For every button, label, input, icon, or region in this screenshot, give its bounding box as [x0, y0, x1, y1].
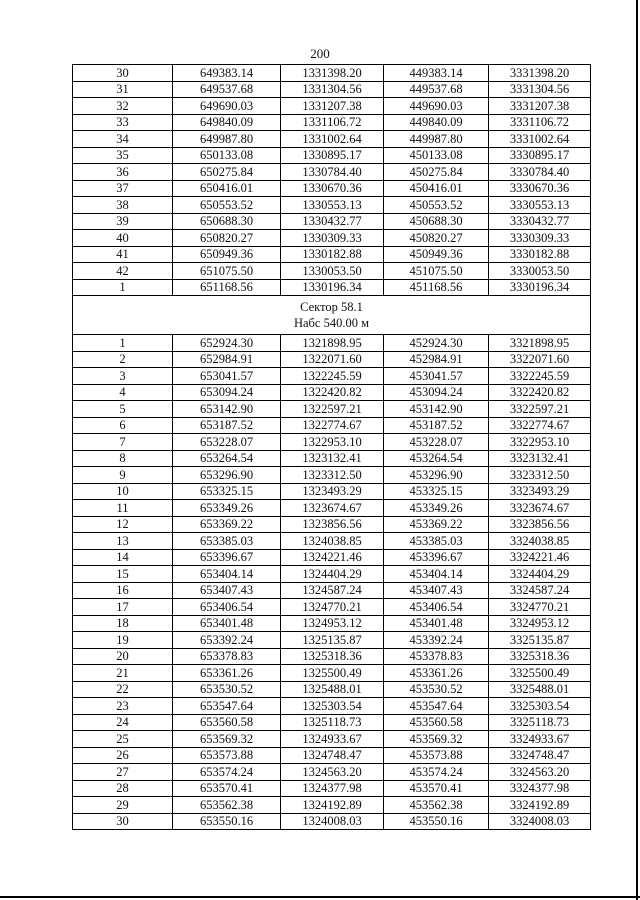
point-number-cell: 33: [73, 114, 173, 131]
coord-y1-cell: 1324748.47: [281, 747, 384, 764]
coord-y1-cell: 1322420.82: [281, 384, 384, 401]
coordinates-table: [72, 64, 591, 830]
coord-x2-cell: 449537.68: [384, 81, 489, 98]
coord-x1-cell: 650416.01: [173, 180, 281, 197]
coord-y2-cell: 3322245.59: [489, 368, 591, 385]
coord-x1-cell: 653378.83: [173, 648, 281, 665]
coord-y2-cell: 3325135.87: [489, 632, 591, 649]
table-row: [73, 797, 591, 814]
coord-x1-cell: 650949.36: [173, 246, 281, 263]
sector-header-cell: [73, 296, 591, 335]
coord-x1-cell: 649987.80: [173, 131, 281, 148]
point-number-cell: 17: [73, 599, 173, 616]
table-row: [73, 549, 591, 566]
coord-x1-cell: 653142.90: [173, 401, 281, 418]
coord-y2-cell: 3324587.24: [489, 582, 591, 599]
coord-y2-cell: 3331207.38: [489, 98, 591, 115]
coord-y1-cell: 1324377.98: [281, 780, 384, 797]
coord-y2-cell: 3330053.50: [489, 263, 591, 280]
coord-y1-cell: 1331398.20: [281, 65, 384, 82]
coord-y2-cell: 3324192.89: [489, 797, 591, 814]
coord-y1-cell: 1325118.73: [281, 714, 384, 731]
coord-x2-cell: 450133.08: [384, 147, 489, 164]
coord-x1-cell: 652984.91: [173, 351, 281, 368]
table-row: [73, 164, 591, 181]
table-row: [73, 681, 591, 698]
coord-x1-cell: 653550.16: [173, 813, 281, 830]
coord-x2-cell: 453392.24: [384, 632, 489, 649]
coord-y1-cell: 1324008.03: [281, 813, 384, 830]
table-row: [73, 615, 591, 632]
coord-x2-cell: 453094.24: [384, 384, 489, 401]
coord-x2-cell: 453396.67: [384, 549, 489, 566]
coord-y2-cell: 3331106.72: [489, 114, 591, 131]
table-row: [73, 230, 591, 247]
coord-x1-cell: 653094.24: [173, 384, 281, 401]
coord-x1-cell: 653296.90: [173, 467, 281, 484]
table-row: [73, 500, 591, 517]
coord-y1-cell: 1323493.29: [281, 483, 384, 500]
coord-y1-cell: 1324038.85: [281, 533, 384, 550]
coord-x2-cell: 452924.30: [384, 335, 489, 352]
coord-y1-cell: 1325318.36: [281, 648, 384, 665]
coord-y2-cell: 3322953.10: [489, 434, 591, 451]
coord-x2-cell: 453570.41: [384, 780, 489, 797]
coord-x2-cell: 453041.57: [384, 368, 489, 385]
coord-y2-cell: 3325488.01: [489, 681, 591, 698]
coord-x1-cell: 653570.41: [173, 780, 281, 797]
point-number-cell: 29: [73, 797, 173, 814]
table-row: [73, 114, 591, 131]
coord-y2-cell: 3323132.41: [489, 450, 591, 467]
coord-x2-cell: 453349.26: [384, 500, 489, 517]
table-row: [73, 714, 591, 731]
point-number-cell: 4: [73, 384, 173, 401]
coord-x2-cell: 450553.52: [384, 197, 489, 214]
coord-y1-cell: 1325135.87: [281, 632, 384, 649]
sector-height: Набс 540.00 м: [293, 316, 370, 330]
coord-y2-cell: 3323493.29: [489, 483, 591, 500]
coord-x1-cell: 650688.30: [173, 213, 281, 230]
table-row: [73, 764, 591, 781]
coord-y1-cell: 1330182.88: [281, 246, 384, 263]
coord-y1-cell: 1322597.21: [281, 401, 384, 418]
coord-x1-cell: 653228.07: [173, 434, 281, 451]
point-number-cell: 27: [73, 764, 173, 781]
coord-x2-cell: 453325.15: [384, 483, 489, 500]
table-row: [73, 401, 591, 418]
coord-x1-cell: 650133.08: [173, 147, 281, 164]
point-number-cell: 6: [73, 417, 173, 434]
table-row: [73, 467, 591, 484]
point-number-cell: 20: [73, 648, 173, 665]
coord-y2-cell: 3325500.49: [489, 665, 591, 682]
coord-x2-cell: 452984.91: [384, 351, 489, 368]
coord-x1-cell: 649537.68: [173, 81, 281, 98]
coord-y1-cell: 1324953.12: [281, 615, 384, 632]
coord-x1-cell: 649840.09: [173, 114, 281, 131]
table-row: [73, 450, 591, 467]
coord-x2-cell: 450275.84: [384, 164, 489, 181]
coord-y2-cell: 3324377.98: [489, 780, 591, 797]
coord-y1-cell: 1322245.59: [281, 368, 384, 385]
coord-y1-cell: 1323132.41: [281, 450, 384, 467]
table-row: [73, 632, 591, 649]
coord-x2-cell: 453404.14: [384, 566, 489, 583]
coord-y2-cell: 3330553.13: [489, 197, 591, 214]
table-body-after-sector: [73, 335, 591, 830]
point-number-cell: 36: [73, 164, 173, 181]
point-number-cell: 13: [73, 533, 173, 550]
coord-y1-cell: 1323856.56: [281, 516, 384, 533]
point-number-cell: 9: [73, 467, 173, 484]
coord-y2-cell: 3324953.12: [489, 615, 591, 632]
coord-x2-cell: 453142.90: [384, 401, 489, 418]
coord-y2-cell: 3325118.73: [489, 714, 591, 731]
table-row: [73, 648, 591, 665]
point-number-cell: 19: [73, 632, 173, 649]
point-number-cell: 7: [73, 434, 173, 451]
coord-x2-cell: 453378.83: [384, 648, 489, 665]
coord-y1-cell: 1325303.54: [281, 698, 384, 715]
coord-y2-cell: 3321898.95: [489, 335, 591, 352]
coord-y1-cell: 1330432.77: [281, 213, 384, 230]
coord-x1-cell: 653573.88: [173, 747, 281, 764]
page-edge-bottom: [0, 896, 640, 898]
coord-x1-cell: 653562.38: [173, 797, 281, 814]
coord-x2-cell: 453574.24: [384, 764, 489, 781]
coord-x1-cell: 653406.54: [173, 599, 281, 616]
coord-y2-cell: 3324038.85: [489, 533, 591, 550]
coord-x2-cell: 453569.32: [384, 731, 489, 748]
coord-x1-cell: 650820.27: [173, 230, 281, 247]
table-row: [73, 731, 591, 748]
point-number-cell: 26: [73, 747, 173, 764]
table-row: [73, 747, 591, 764]
coord-x2-cell: 450820.27: [384, 230, 489, 247]
coord-y2-cell: 3324770.21: [489, 599, 591, 616]
point-number-cell: 38: [73, 197, 173, 214]
coord-x2-cell: 453187.52: [384, 417, 489, 434]
table-row: [73, 335, 591, 352]
point-number-cell: 15: [73, 566, 173, 583]
coord-x2-cell: 451168.56: [384, 279, 489, 296]
coord-x1-cell: 653560.58: [173, 714, 281, 731]
coord-x2-cell: 453361.26: [384, 665, 489, 682]
table-row: [73, 599, 591, 616]
coord-y1-cell: 1325500.49: [281, 665, 384, 682]
coord-y1-cell: 1330553.13: [281, 197, 384, 214]
coord-x2-cell: 453530.52: [384, 681, 489, 698]
coord-y2-cell: 3331002.64: [489, 131, 591, 148]
table-row: [73, 417, 591, 434]
coord-y1-cell: 1322953.10: [281, 434, 384, 451]
point-number-cell: 12: [73, 516, 173, 533]
coord-x1-cell: 650553.52: [173, 197, 281, 214]
table-row: [73, 197, 591, 214]
coord-y2-cell: 3324563.20: [489, 764, 591, 781]
coord-x2-cell: 453401.48: [384, 615, 489, 632]
coord-x1-cell: 653569.32: [173, 731, 281, 748]
coord-x1-cell: 653041.57: [173, 368, 281, 385]
table-row: [73, 246, 591, 263]
point-number-cell: 23: [73, 698, 173, 715]
point-number-cell: 40: [73, 230, 173, 247]
point-number-cell: 18: [73, 615, 173, 632]
coord-x2-cell: 453385.03: [384, 533, 489, 550]
coord-y1-cell: 1330784.40: [281, 164, 384, 181]
coord-y1-cell: 1330895.17: [281, 147, 384, 164]
coord-x1-cell: 653404.14: [173, 566, 281, 583]
table-row: [73, 65, 591, 82]
coord-x1-cell: 651075.50: [173, 263, 281, 280]
coord-y1-cell: 1324404.29: [281, 566, 384, 583]
coord-x1-cell: 653369.22: [173, 516, 281, 533]
coord-x2-cell: 453264.54: [384, 450, 489, 467]
table-row: [73, 263, 591, 280]
point-number-cell: 22: [73, 681, 173, 698]
coord-y2-cell: 3324404.29: [489, 566, 591, 583]
coord-y2-cell: 3322774.67: [489, 417, 591, 434]
coord-y2-cell: 3330670.36: [489, 180, 591, 197]
coord-y1-cell: 1323674.67: [281, 500, 384, 517]
coord-y2-cell: 3331398.20: [489, 65, 591, 82]
point-number-cell: 39: [73, 213, 173, 230]
coord-x2-cell: 449987.80: [384, 131, 489, 148]
coord-x2-cell: 451075.50: [384, 263, 489, 280]
point-number-cell: 3: [73, 368, 173, 385]
point-number-cell: 35: [73, 147, 173, 164]
coord-x2-cell: 453547.64: [384, 698, 489, 715]
coord-x2-cell: 450688.30: [384, 213, 489, 230]
coord-x2-cell: 449383.14: [384, 65, 489, 82]
coord-y2-cell: 3324933.67: [489, 731, 591, 748]
coord-x2-cell: 453369.22: [384, 516, 489, 533]
coord-y1-cell: 1324933.67: [281, 731, 384, 748]
coord-x2-cell: 453562.38: [384, 797, 489, 814]
coord-y2-cell: 3322071.60: [489, 351, 591, 368]
page-edge-right: [636, 0, 638, 900]
point-number-cell: 16: [73, 582, 173, 599]
coord-x2-cell: 453560.58: [384, 714, 489, 731]
table-row: [73, 131, 591, 148]
coord-y2-cell: 3325303.54: [489, 698, 591, 715]
coord-y2-cell: 3323856.56: [489, 516, 591, 533]
point-number-cell: 30: [73, 65, 173, 82]
coord-y2-cell: 3330309.33: [489, 230, 591, 247]
point-number-cell: 21: [73, 665, 173, 682]
coord-y1-cell: 1330053.50: [281, 263, 384, 280]
sector-header-row: [73, 296, 591, 335]
coord-y2-cell: 3324748.47: [489, 747, 591, 764]
table-body-before-sector: [73, 65, 591, 296]
coord-x1-cell: 653530.52: [173, 681, 281, 698]
coord-x1-cell: 649383.14: [173, 65, 281, 82]
coord-x2-cell: 453406.54: [384, 599, 489, 616]
coord-y2-cell: 3324008.03: [489, 813, 591, 830]
coord-y1-cell: 1324192.89: [281, 797, 384, 814]
coord-y2-cell: 3322420.82: [489, 384, 591, 401]
coord-x2-cell: 450949.36: [384, 246, 489, 263]
coord-x2-cell: 453573.88: [384, 747, 489, 764]
coord-y1-cell: 1322774.67: [281, 417, 384, 434]
point-number-cell: 8: [73, 450, 173, 467]
coord-x1-cell: 653264.54: [173, 450, 281, 467]
table-row: [73, 533, 591, 550]
table-row: [73, 279, 591, 296]
coord-x2-cell: 453296.90: [384, 467, 489, 484]
coord-y2-cell: 3330895.17: [489, 147, 591, 164]
point-number-cell: 37: [73, 180, 173, 197]
coord-x1-cell: 653385.03: [173, 533, 281, 550]
coord-y1-cell: 1324221.46: [281, 549, 384, 566]
coord-y1-cell: 1324587.24: [281, 582, 384, 599]
page-number: 200: [310, 46, 330, 61]
coord-y1-cell: 1324563.20: [281, 764, 384, 781]
coord-x1-cell: 650275.84: [173, 164, 281, 181]
point-number-cell: 14: [73, 549, 173, 566]
coord-x2-cell: 453228.07: [384, 434, 489, 451]
table-row: [73, 582, 591, 599]
coord-y2-cell: 3325318.36: [489, 648, 591, 665]
table-row: [73, 813, 591, 830]
coord-y1-cell: 1321898.95: [281, 335, 384, 352]
coord-x1-cell: 653407.43: [173, 582, 281, 599]
coord-y2-cell: 3330182.88: [489, 246, 591, 263]
coord-x1-cell: 653325.15: [173, 483, 281, 500]
coord-y2-cell: 3322597.21: [489, 401, 591, 418]
coord-y1-cell: 1330196.34: [281, 279, 384, 296]
table-row: [73, 780, 591, 797]
coord-x1-cell: 653401.48: [173, 615, 281, 632]
coord-x1-cell: 653396.67: [173, 549, 281, 566]
coord-y2-cell: 3331304.56: [489, 81, 591, 98]
table-row: [73, 213, 591, 230]
coord-y1-cell: 1323312.50: [281, 467, 384, 484]
coord-x1-cell: 653187.52: [173, 417, 281, 434]
coord-y2-cell: 3323312.50: [489, 467, 591, 484]
coord-x1-cell: 653574.24: [173, 764, 281, 781]
coord-x2-cell: 450416.01: [384, 180, 489, 197]
coord-y1-cell: 1324770.21: [281, 599, 384, 616]
coord-y2-cell: 3330196.34: [489, 279, 591, 296]
coord-y1-cell: 1330670.36: [281, 180, 384, 197]
coord-y2-cell: 3324221.46: [489, 549, 591, 566]
coord-y1-cell: 1331207.38: [281, 98, 384, 115]
point-number-cell: 32: [73, 98, 173, 115]
coord-x1-cell: 652924.30: [173, 335, 281, 352]
point-number-cell: 31: [73, 81, 173, 98]
table-row: [73, 665, 591, 682]
coord-x1-cell: 649690.03: [173, 98, 281, 115]
table-row: [73, 698, 591, 715]
table-row: [73, 98, 591, 115]
coord-y1-cell: 1331304.56: [281, 81, 384, 98]
coord-x1-cell: 653361.26: [173, 665, 281, 682]
point-number-cell: 10: [73, 483, 173, 500]
table-row: [73, 516, 591, 533]
coord-y2-cell: 3323674.67: [489, 500, 591, 517]
point-number-cell: 41: [73, 246, 173, 263]
table-row: [73, 434, 591, 451]
point-number-cell: 42: [73, 263, 173, 280]
sector-header-body: [73, 296, 591, 335]
point-number-cell: 24: [73, 714, 173, 731]
coord-x1-cell: 653392.24: [173, 632, 281, 649]
sector-title: Сектор 58.1: [300, 300, 363, 314]
coord-y1-cell: 1331002.64: [281, 131, 384, 148]
table-row: [73, 483, 591, 500]
table-row: [73, 368, 591, 385]
coord-x2-cell: 449840.09: [384, 114, 489, 131]
coord-y1-cell: 1331106.72: [281, 114, 384, 131]
coord-x2-cell: 453407.43: [384, 582, 489, 599]
table-row: [73, 566, 591, 583]
coord-y1-cell: 1322071.60: [281, 351, 384, 368]
table-row: [73, 180, 591, 197]
point-number-cell: 11: [73, 500, 173, 517]
point-number-cell: 1: [73, 335, 173, 352]
coord-y1-cell: 1325488.01: [281, 681, 384, 698]
point-number-cell: 30: [73, 813, 173, 830]
coord-x2-cell: 453550.16: [384, 813, 489, 830]
table-row: [73, 147, 591, 164]
point-number-cell: 34: [73, 131, 173, 148]
point-number-cell: 25: [73, 731, 173, 748]
coord-y2-cell: 3330784.40: [489, 164, 591, 181]
coord-x1-cell: 653547.64: [173, 698, 281, 715]
point-number-cell: 2: [73, 351, 173, 368]
point-number-cell: 28: [73, 780, 173, 797]
coord-x1-cell: 651168.56: [173, 279, 281, 296]
point-number-cell: 1: [73, 279, 173, 296]
table-row: [73, 81, 591, 98]
table-row: [73, 384, 591, 401]
table-row: [73, 351, 591, 368]
coord-x2-cell: 449690.03: [384, 98, 489, 115]
coord-x1-cell: 653349.26: [173, 500, 281, 517]
coord-y2-cell: 3330432.77: [489, 213, 591, 230]
coord-y1-cell: 1330309.33: [281, 230, 384, 247]
point-number-cell: 5: [73, 401, 173, 418]
